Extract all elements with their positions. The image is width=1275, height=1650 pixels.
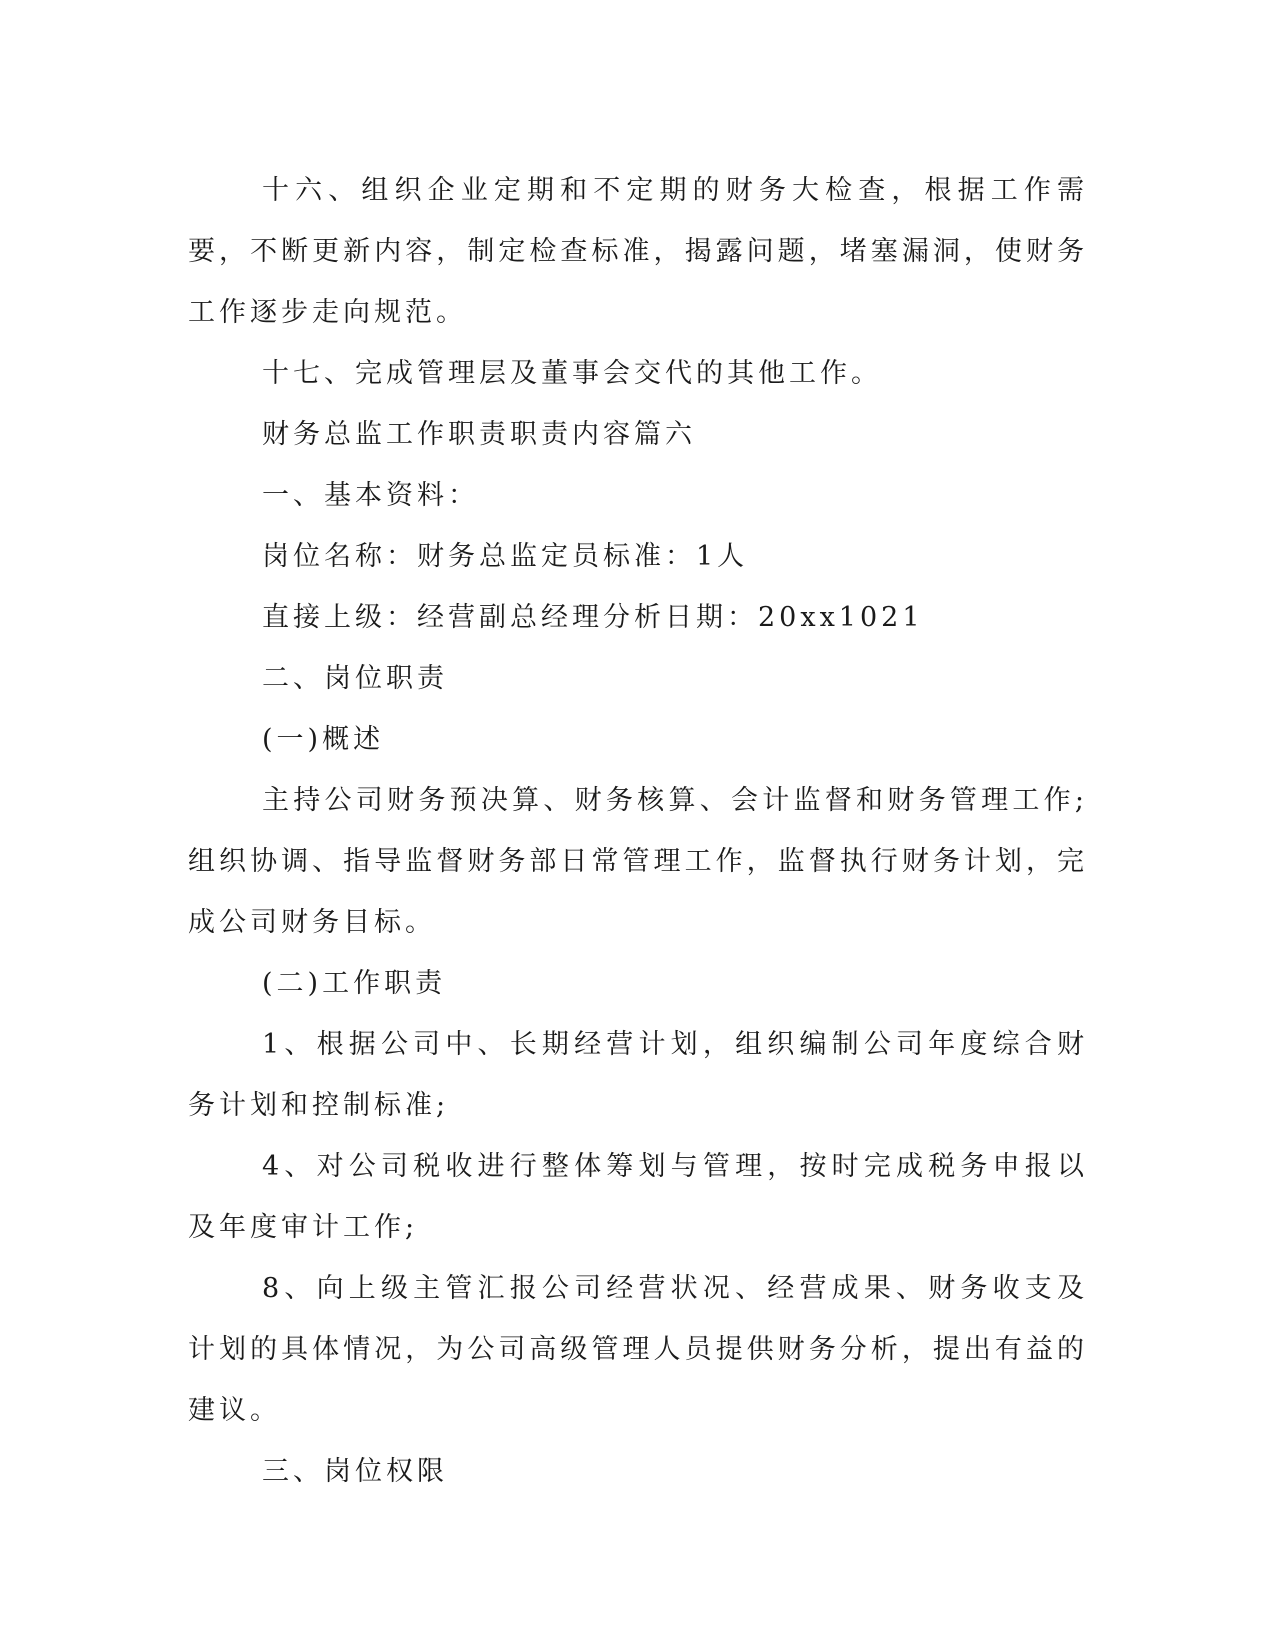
duty-item-1: 1、根据公司中、长期经营计划，组织编制公司年度综合财务计划和控制标准; bbox=[188, 1029, 1088, 1121]
paragraph-item-17: 十七、完成管理层及董事会交代的其他工作。 bbox=[262, 358, 882, 389]
subheading-overview: (一)概述 bbox=[262, 724, 385, 755]
document-body bbox=[188, 160, 1088, 1502]
duty-item-4: 4、对公司税收进行整体筹划与管理，按时完成税务申报以及年度审计工作; bbox=[188, 1151, 1088, 1243]
subheading-duties: 二、岗位职责 bbox=[262, 663, 448, 694]
subheading-work-duties: (二)工作职责 bbox=[262, 968, 447, 999]
duty-item-8: 8、向上级主管汇报公司经营状况、经营成果、财务收支及计划的具体情况，为公司高级管理人员提供财务分析，提出有益的建议。 bbox=[188, 1273, 1088, 1426]
overview-paragraph: 主持公司财务预决算、财务核算、会计监督和财务管理工作;组织协调、指导监督财务部日常管理工作，监督执行财务计划，完成公司财务目标。 bbox=[188, 785, 1088, 938]
paragraph-item-16: 十六、组织企业定期和不定期的财务大检查，根据工作需要，不断更新内容，制定检查标准，揭露问题，堵塞漏洞，使财务工作逐步走向规范。 bbox=[188, 175, 1088, 328]
subheading-authority: 三、岗位权限 bbox=[262, 1456, 448, 1487]
section-heading: 财务总监工作职责职责内容篇六 bbox=[262, 419, 696, 450]
supervisor-line: 直接上级：经营副总经理分析日期：20xx1021 bbox=[262, 602, 924, 633]
position-name-line: 岗位名称：财务总监定员标准：1人 bbox=[262, 541, 749, 572]
subheading-basic-info: 一、基本资料： bbox=[262, 480, 479, 511]
